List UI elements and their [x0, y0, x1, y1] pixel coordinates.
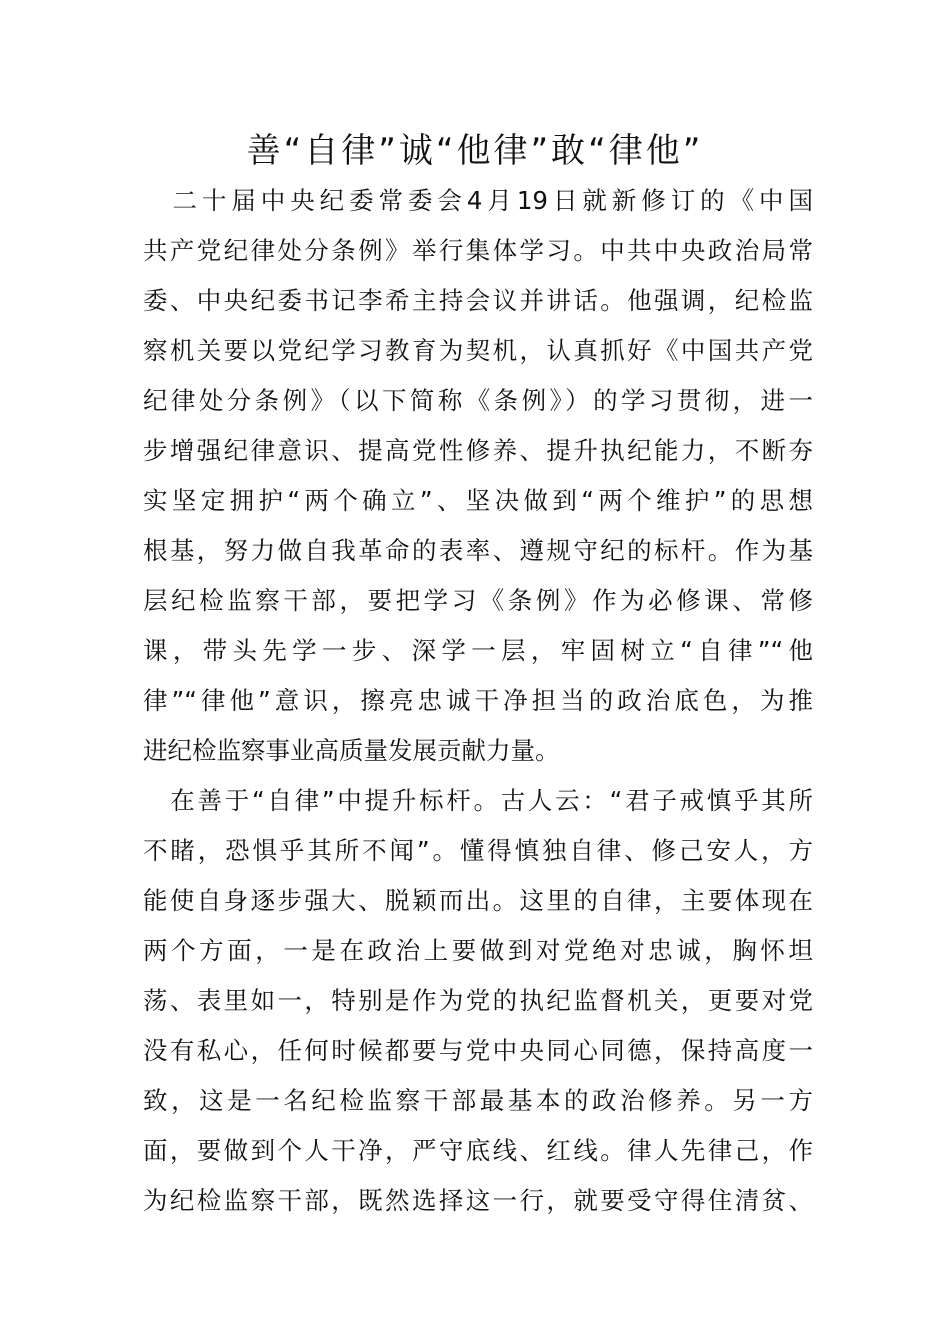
text-line: 在善于“自律”中提升标杆。古人云：“君子戒慎乎其所 — [143, 786, 813, 815]
text-line: 律”“律他”意识，擦亮忠诚干净担当的政治底色，为推 — [143, 686, 813, 715]
text-line: 为纪检监察干部，既然选择这一行，就要受守得住清贫、 — [143, 1186, 813, 1215]
text-line: 两个方面，一是在政治上要做到对党绝对忠诚，胸怀坦 — [143, 936, 813, 965]
text-line: 面，要做到个人干净，严守底线、红线。律人先律己，作 — [143, 1136, 813, 1165]
text-line: 课，带头先学一步、深学一层，牢固树立“自律”“他 — [143, 636, 813, 665]
text-line: 察机关要以党纪学习教育为契机，认真抓好《中国共产党 — [143, 336, 813, 365]
text-line: 共产党纪律处分条例》举行集体学习。中共中央政治局常 — [143, 236, 813, 265]
text-line: 纪律处分条例》（以下简称《条例》）的学习贯彻，进一 — [143, 386, 813, 415]
text-line: 进纪检监察事业高质量发展贡献力量。 — [143, 736, 560, 765]
text-line: 致，这是一名纪检监察干部最基本的政治修养。另一方 — [143, 1086, 813, 1115]
text-line: 荡、表里如一，特别是作为党的执纪监督机关，更要对党 — [143, 986, 813, 1015]
text-line: 二十届中央纪委常委会4月19日就新修订的《中国 — [143, 186, 813, 215]
document-title: 善“自律”诚“他律”敢“律他” — [246, 131, 704, 171]
text-line: 步增强纪律意识、提高党性修养、提升执纪能力，不断夯 — [143, 436, 813, 465]
text-line: 能使自身逐步强大、脱颖而出。这里的自律，主要体现在 — [143, 886, 813, 915]
paragraph-1 — [143, 176, 813, 776]
text-line: 没有私心，任何时候都要与党中央同心同德，保持高度一 — [143, 1036, 813, 1065]
document-body — [143, 176, 813, 1226]
text-line: 层纪检监察干部，要把学习《条例》作为必修课、常修 — [143, 586, 813, 615]
text-line: 委、中央纪委书记李希主持会议并讲话。他强调，纪检监 — [143, 286, 813, 315]
paragraph-2 — [143, 776, 813, 1226]
text-line: 不睹，恐惧乎其所不闻”。懂得慎独自律、修己安人，方 — [143, 836, 813, 865]
text-line: 根基，努力做自我革命的表率、遵规守纪的标杆。作为基 — [143, 536, 813, 565]
text-line: 实坚定拥护“两个确立”、坚决做到“两个维护”的思想 — [143, 486, 813, 515]
